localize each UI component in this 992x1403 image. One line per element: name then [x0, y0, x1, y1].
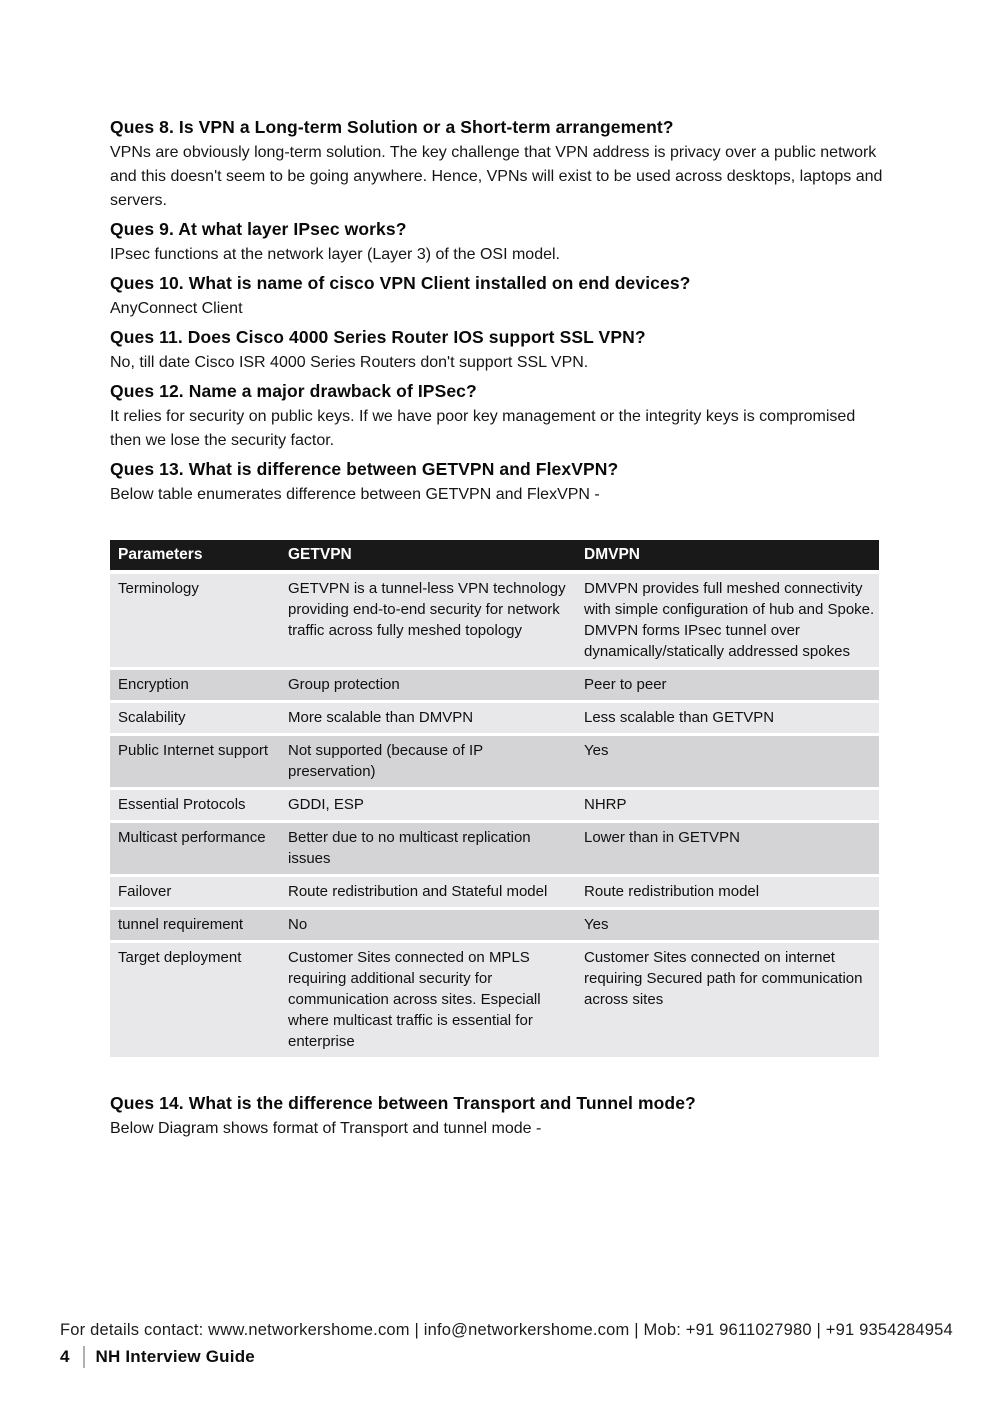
getvpn-dmvpn-comparison-table	[110, 540, 879, 1057]
question-block-13	[110, 460, 890, 507]
dmvpn-cell: Customer Sites connected on internet requiring Secured path for communication across sites	[576, 940, 879, 1057]
book-title: NH Interview Guide	[95, 1347, 255, 1366]
question-answer: VPNs are obviously long-term solution. The key challenge that VPN address is privacy over a public network and this doesn't seem to be going anywhere. Hence, VPNs will exist to be used across desktops, laptops and servers.	[110, 144, 883, 209]
page-number: 4	[60, 1347, 70, 1366]
table-row-terminology	[110, 570, 879, 667]
question-heading: Ques 9. At what layer IPsec works?	[110, 219, 407, 239]
col-header-dmvpn: DMVPN	[576, 540, 879, 570]
dmvpn-cell: Yes	[576, 733, 879, 787]
getvpn-cell: GETVPN is a tunnel-less VPN technology providing end-to-end security for network traffic across fully meshed topology	[280, 570, 576, 667]
col-header-getvpn: GETVPN	[280, 540, 576, 570]
table-row-tunnel-requirement	[110, 907, 879, 940]
question-block-12	[110, 382, 890, 453]
dmvpn-cell: Route redistribution model	[576, 874, 879, 907]
param-cell: Essential Protocols	[110, 787, 280, 820]
question-block-9	[110, 220, 890, 267]
table-row-scalability	[110, 700, 879, 733]
getvpn-cell: Customer Sites connected on MPLS requiring additional security for communication across sites. Especiall where multicast traffic is essential for enterprise	[280, 940, 576, 1057]
getvpn-cell: More scalable than DMVPN	[280, 700, 576, 733]
getvpn-cell: No	[280, 907, 576, 940]
dmvpn-cell: NHRP	[576, 787, 879, 820]
param-cell: Failover	[110, 874, 280, 907]
question-answer: AnyConnect Client	[110, 300, 243, 317]
getvpn-cell: Not supported (because of IP preservation)	[280, 733, 576, 787]
question-answer: It relies for security on public keys. If we have poor key management or the integrity keys is compromised then we lose the security factor.	[110, 408, 856, 449]
question-answer: IPsec functions at the network layer (Layer 3) of the OSI model.	[110, 246, 560, 263]
dmvpn-cell: Peer to peer	[576, 667, 879, 700]
question-heading: Ques 12. Name a major drawback of IPSec?	[110, 381, 477, 401]
getvpn-cell: Group protection	[280, 667, 576, 700]
question-heading: Ques 11. Does Cisco 4000 Series Router IOS support SSL VPN?	[110, 327, 646, 347]
table-row-target-deployment	[110, 940, 879, 1057]
pageline-divider	[83, 1346, 85, 1368]
question-block-11	[110, 328, 890, 375]
col-header-parameters: Parameters	[110, 540, 280, 570]
question-heading: Ques 14. What is the difference between Transport and Tunnel mode?	[110, 1093, 696, 1113]
param-cell: Public Internet support	[110, 733, 280, 787]
table-row-encryption	[110, 667, 879, 700]
param-cell: Scalability	[110, 700, 280, 733]
table-header	[110, 540, 879, 570]
table-row-failover	[110, 874, 879, 907]
param-cell: Terminology	[110, 570, 280, 667]
table-row-essential-protocols	[110, 787, 879, 820]
dmvpn-cell: Lower than in GETVPN	[576, 820, 879, 874]
question-answer: No, till date Cisco ISR 4000 Series Routers don't support SSL VPN.	[110, 354, 589, 371]
param-cell: tunnel requirement	[110, 907, 280, 940]
footer-contact-line: For details contact: www.networkershome.com | info@networkershome.com | Mob: +91 9611027980 | +91 9354284954	[60, 1321, 953, 1339]
param-cell: Multicast performance	[110, 820, 280, 874]
param-cell: Encryption	[110, 667, 280, 700]
question-heading: Ques 13. What is difference between GETVPN and FlexVPN?	[110, 459, 619, 479]
param-cell: Target deployment	[110, 940, 280, 1057]
getvpn-cell: GDDI, ESP	[280, 787, 576, 820]
question-heading: Ques 10. What is name of cisco VPN Client installed on end devices?	[110, 273, 691, 293]
question-answer: Below Diagram shows format of Transport and tunnel mode -	[110, 1120, 542, 1137]
question-heading: Ques 8. Is VPN a Long-term Solution or a Short-term arrangement?	[110, 117, 674, 137]
question-answer: Below table enumerates difference between GETVPN and FlexVPN -	[110, 486, 600, 503]
question-block-10	[110, 274, 890, 321]
page-content	[110, 118, 890, 1148]
question-block-8	[110, 118, 890, 213]
getvpn-cell: Route redistribution and Stateful model	[280, 874, 576, 907]
dmvpn-cell: Yes	[576, 907, 879, 940]
dmvpn-cell: DMVPN provides full meshed connectivity with simple configuration of hub and Spoke. DMVPN forms IPsec tunnel over dynamically/statically addressed spokes	[576, 570, 879, 667]
getvpn-cell: Better due to no multicast replication issues	[280, 820, 576, 874]
footer-pageline	[60, 1345, 255, 1369]
dmvpn-cell: Less scalable than GETVPN	[576, 700, 879, 733]
question-block-14	[110, 1094, 890, 1141]
table-row-public-internet-support	[110, 733, 879, 787]
table-row-multicast-performance	[110, 820, 879, 874]
